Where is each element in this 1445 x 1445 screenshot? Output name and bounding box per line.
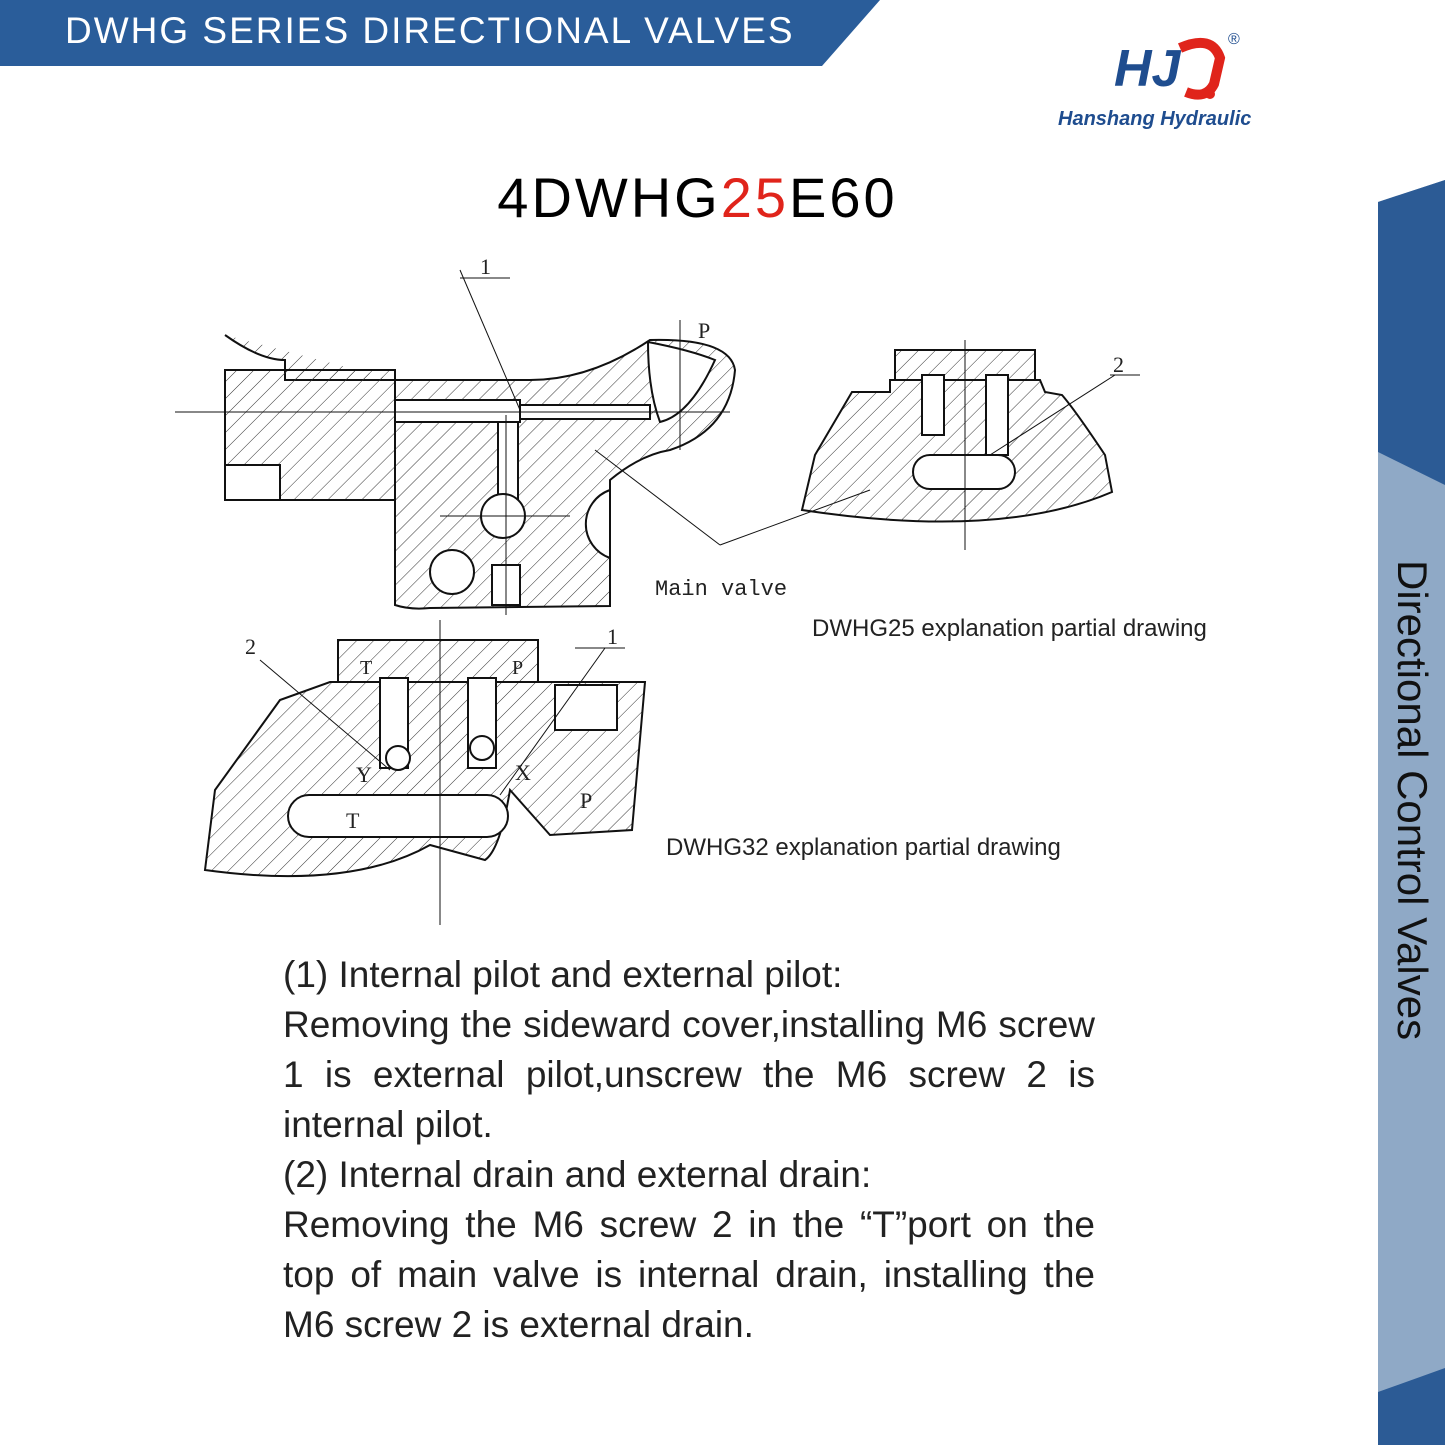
label-top-1: 1: [480, 254, 491, 279]
label-top-p: P: [698, 318, 711, 343]
brand-name: Hanshang Hydraulic: [1058, 108, 1252, 130]
label-y: Y: [356, 762, 372, 787]
svg-text:HJ: HJ: [1114, 40, 1181, 98]
label-bottom-t-top: T: [360, 657, 373, 679]
section2-text: Removing the M6 screw 2 in the “T”port on the top of main valve is internal drain, installing the M6 screw 2 is external drain.: [283, 1204, 1095, 1345]
label-x: X: [515, 760, 531, 785]
label-main-valve: Main valve: [655, 577, 788, 602]
label-p: P: [580, 788, 593, 813]
section1-title: (1) Internal pilot and external pilot:: [283, 954, 843, 995]
dwhg25-main-section: [225, 335, 735, 609]
caption-dwhg25: DWHG25 explanation partial drawing: [812, 615, 1207, 642]
label-bottom-1: 1: [607, 624, 618, 649]
model-suffix: E60: [789, 166, 898, 229]
caption-dwhg32: DWHG32 explanation partial drawing: [666, 834, 1061, 861]
model-prefix: 4DWHG: [497, 166, 721, 229]
section2-title: (2) Internal drain and external drain:: [283, 1154, 872, 1195]
label-bottom-2: 2: [245, 634, 256, 659]
side-label: Directional Control Valves: [1389, 560, 1436, 1041]
logo-mark-icon: [1114, 31, 1240, 99]
label-bottom-p-top: P: [512, 657, 524, 679]
model-title: [0, 165, 1395, 230]
section1-text: Removing the sideward cover,installing M6 screw 1 is external pilot,unscrew the M6 screw 2 is internal pilot.: [283, 1004, 1095, 1145]
model-highlight: 25: [720, 166, 790, 229]
dwhg32-section: [205, 640, 645, 876]
technical-drawing: [170, 250, 1250, 930]
dwhg25-right-section: [802, 350, 1112, 522]
body-text: [283, 950, 1095, 1350]
label-right-2: 2: [1113, 352, 1124, 377]
brand-logo: [1110, 28, 1250, 108]
label-t: T: [346, 808, 360, 833]
header-title: DWHG SERIES DIRECTIONAL VALVES: [65, 10, 795, 51]
registered-mark: ®: [1228, 31, 1240, 48]
